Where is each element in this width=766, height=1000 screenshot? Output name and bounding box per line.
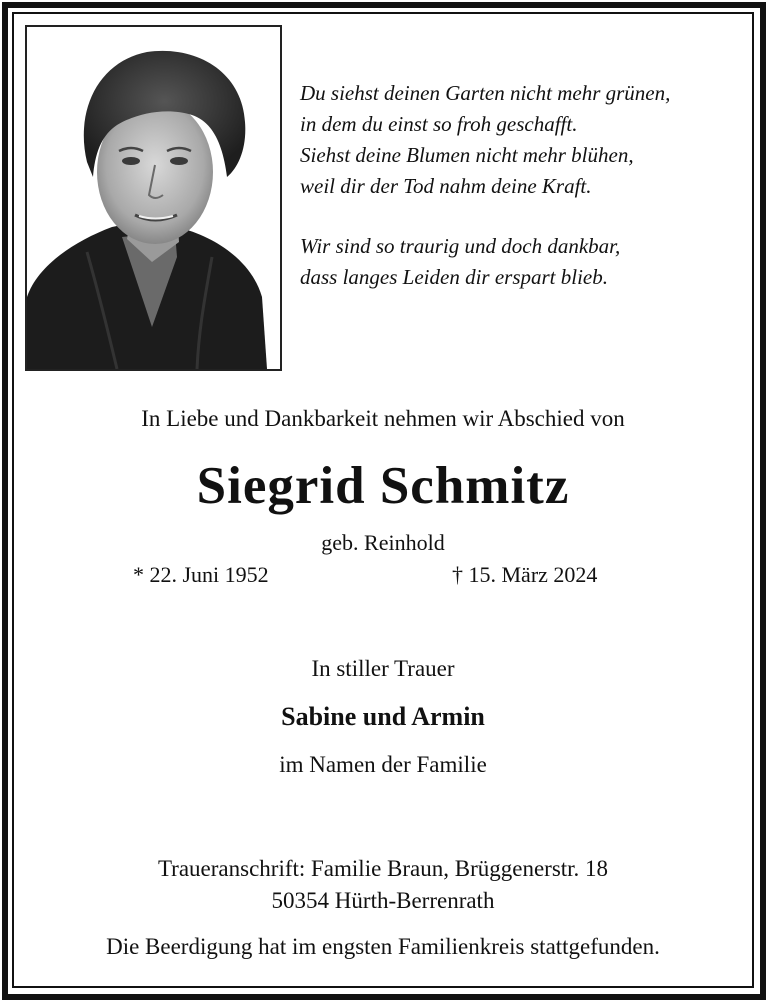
poem-line: Wir sind so traurig und doch dankbar, <box>300 234 621 258</box>
poem-line: dass langes Leiden dir erspart blieb. <box>300 265 608 289</box>
poem-line: in dem du einst so froh geschafft. <box>300 112 578 136</box>
farewell-intro: In Liebe und Dankbarkeit nehmen wir Abschied von <box>141 406 625 431</box>
mourning-address-line-2: 50354 Hürth-Berrenrath <box>271 888 495 913</box>
mourner-names: Sabine und Armin <box>281 702 485 731</box>
poem-line: Siehst deine Blumen nicht mehr blühen, <box>300 143 634 167</box>
maiden-name: geb. Reinhold <box>321 530 445 555</box>
poem-stanza-1 <box>300 78 740 202</box>
mourning-address-line-1: Traueranschrift: Familie Braun, Brüggenerstr. 18 <box>157 856 609 881</box>
mourning-intro: In stiller Trauer <box>311 656 455 681</box>
deceased-name: Siegrid Schmitz <box>196 457 570 515</box>
poem-line: weil dir der Tod nahm deine Kraft. <box>300 174 592 198</box>
death-date: † 15. März 2024 <box>452 562 598 587</box>
poem-stanza-2 <box>300 231 740 293</box>
family-note: im Namen der Familie <box>279 752 487 777</box>
portrait-photo <box>25 25 282 371</box>
poem-line: Du siehst deinen Garten nicht mehr grünen, <box>300 81 671 105</box>
funeral-note: Die Beerdigung hat im engsten Familienkreis stattgefunden. <box>106 934 660 959</box>
birth-date: * 22. Juni 1952 <box>133 562 269 587</box>
poem <box>300 78 740 322</box>
